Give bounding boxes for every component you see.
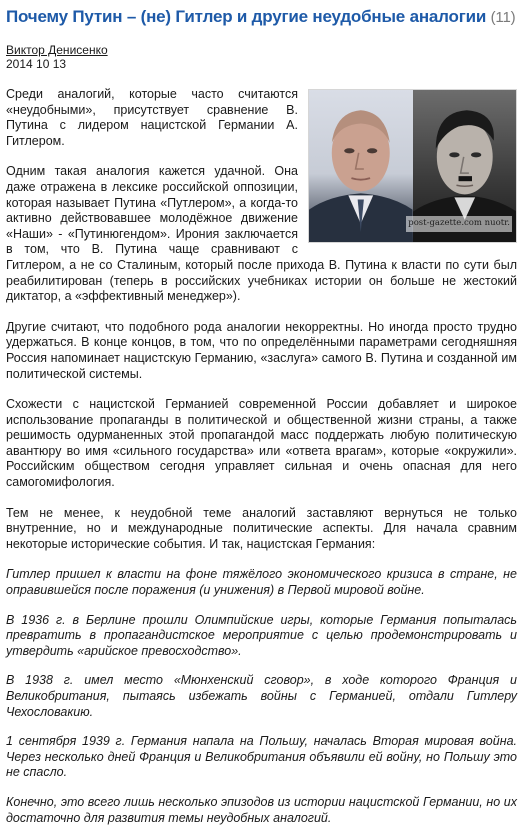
- article-body: [6, 87, 517, 826]
- italic-paragraph-4: 1 сентября 1939 г. Германия напала на Польшу, началась Вторая мировая война. Через несколько дней Франция и Великобритания объявили ей войну, но Польшу это не спасло.: [6, 734, 517, 780]
- comment-count[interactable]: (11): [490, 9, 516, 26]
- publish-date: 2014 10 13: [6, 57, 67, 71]
- italic-paragraph-1: Гитлер пришел к власти на фоне тяжёлого экономического кризиса в стране, не оправившейся после поражения (и унижения) в Первой мировой войне.: [6, 567, 517, 598]
- page-title[interactable]: [6, 6, 517, 29]
- italic-paragraph-3: В 1938 г. имел место «Мюнхенский сговор», в ходе которого Франция и Великобритания, пытаясь избежать войны с Германией, отдали Гитлеру Чехословакию.: [6, 673, 517, 719]
- paragraph-2: Одним такая аналогия кажется удачной. Она даже отражена в лексике российской оппозиции, которая называет Путина «Путлером», а когда-то активно действовавшее молодёжное движение «Наши» - «Путинюгендом». Ирония заключается в том, что В. Путина чаще сравнивают с Гитлером, а не со Сталиным, который после прихода В. Путина к власти по сути был реабилитирован (теперь в российских учебниках истории он больше не жестокий диктатор, а «эффективный менеджер»).: [6, 164, 517, 304]
- portrait-left-illustration: [309, 90, 413, 242]
- italic-paragraph-2: В 1936 г. в Берлине прошли Олимпийские игры, которые Германия попыталась превратить в пропагандистское мероприятие с целью продемонстрировать и утвердить «арийское превосходство».: [6, 612, 517, 658]
- paragraph-3: Другие считают, что подобного рода аналогии некорректны. Но иногда просто трудно удержаться. В конце концов, в том, что по определёнными параметрами сегодняшняя Россия напоминает нацистскую Германию, «заслуга» самого В. Путина и созданной им политической системы.: [6, 319, 517, 381]
- article-photo: [308, 89, 517, 243]
- article-title[interactable]: Почему Путин – (не) Гитлер и другие неудобные аналогии: [6, 7, 487, 26]
- paragraph-5: Тем не менее, к неудобной теме аналогий заставляют вернуться не только внутренние, но и международные политические аспекты. Для начала сравним некоторые исторические события. И так, нацистская Германия:: [6, 505, 517, 551]
- author-link[interactable]: Виктор Денисенко: [6, 43, 108, 57]
- photo-credit: post-gazette.com nuotr.: [406, 216, 512, 232]
- photo-left: [309, 90, 413, 242]
- paragraph-1: Среди аналогий, которые часто считаются «неудобными», присутствует сравнение В. Путина с лидером нацистской Германии А. Гитлером.: [6, 87, 298, 148]
- italic-paragraph-5: Конечно, это всего лишь несколько эпизодов из истории нацистской Германии, но их достаточно для развития темы неудобных аналогий.: [6, 794, 517, 825]
- paragraph-4: Схожести с нацистской Германией современной России добавляет и широкое использование пропаганды в политической и общественной жизни страны, а также решимость одурманенных этой пропагандой масс поддержать любую политическую авантюру во имя «сильного государства» или «ответа врагам», которые «окружили». Российским обществом сегодня управляет сильная и очень опасная для него самогомифология.: [6, 397, 517, 490]
